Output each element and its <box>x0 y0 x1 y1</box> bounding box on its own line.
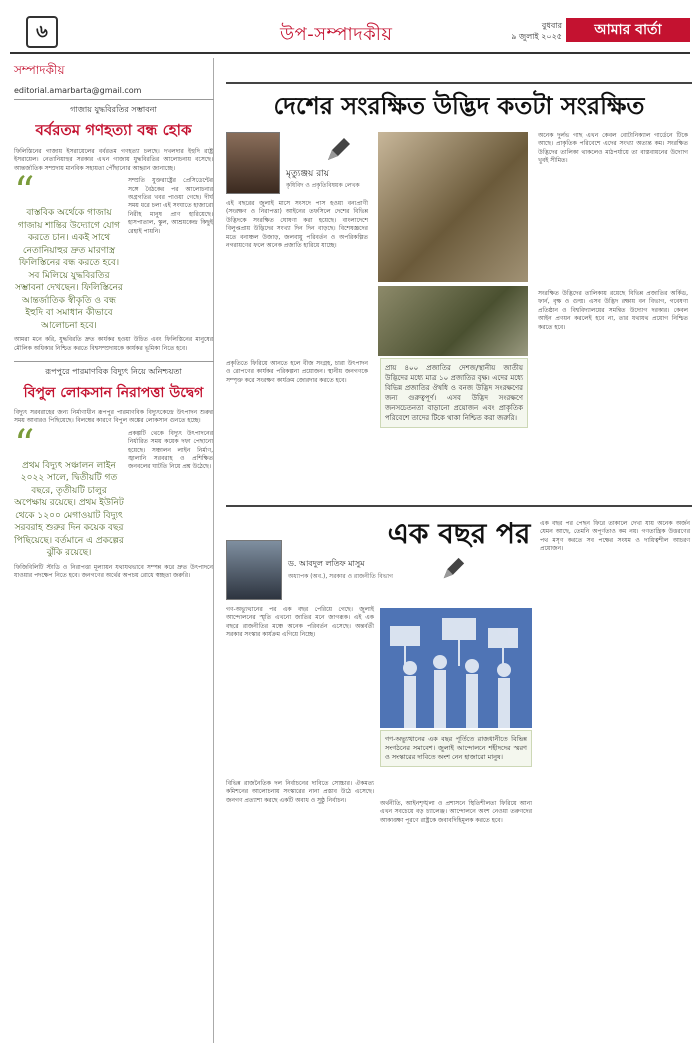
article2-col2: বিভিন্ন রাজনৈতিক দল নির্বাচনের দাবিতে সোচ্চার। ঐকমত্য কমিশনের আলোচনায় সংস্কারের নানা প্রস্তাব উঠে এসেছে। জনগণ প্রত্যাশা করছে একটি অবাধ ও সুষ্ঠু নির্বাচন। <box>226 780 374 804</box>
article1-top-rule <box>226 82 692 84</box>
editorial-column <box>14 58 214 1043</box>
article1-col3: প্রকৃতিতে ফিরিয়ে আনতে হলে বীজ সংগ্রহ, চারা উৎপাদন ও রোপণের কার্যকর পরিকল্পনা প্রয়োজন। স্থানীয় জনগণকে সম্পৃক্ত করে সংরক্ষণ কার্যক্রম জোরদার করতে হবে। <box>226 360 368 384</box>
section-title: উপ-সম্পাদকীয় <box>280 24 393 45</box>
pen-icon <box>324 136 352 164</box>
date: ৯ জুলাই ২০২৫ <box>511 32 562 41</box>
editorial2-side-text: প্রকল্পটি থেকে বিদ্যুৎ উৎপাদনের নির্ধারিত সময় কয়েক দফা পেছানো হয়েছে। সঞ্চালন লাইন নির্মাণ, জ্বালানি সরবরাহ ও প্রশিক্ষিত জনবলের ঘাটতি নিয়ে প্রশ্ন উঠেছে। <box>128 429 213 471</box>
article1-photo-2 <box>378 286 528 356</box>
editorial1-quote-block <box>14 169 213 332</box>
protest-silhouette-icon <box>380 608 532 728</box>
editorial1-pullquote: বাস্তবিক অর্থেকে গাজায় গাজায় শান্তির উদ্যোগে যোগ করতে চান। একই সাথে নেতানিয়াহুর দ্রুত মারণাস্ত্র ফিলিস্তিনের বন্ধ করতে হবে। সব মিলিয়ে যুদ্ধবিরতির সম্ভাবনা দেখছেন। ফিলিস্তিনের আন্তর্জাতিক স্বীকৃতি ও বন্ধ ইহুদি বা সমাধান কীভাবে আলোচনা হবে। <box>15 208 123 331</box>
quote-icon: “ <box>14 421 35 468</box>
divider <box>14 99 214 100</box>
quote-icon: “ <box>14 169 35 216</box>
article2-col1: গণ-অভ্যুত্থানের পর এক বছর পেরিয়ে গেছে। জুলাই আন্দোলনের স্মৃতি এখনো জাতির মনে জাগরূক। এই এক বছরে রাজনীতির মঞ্চে অনেক পরিবর্তন এসেছে। অন্তর্বর্তী সরকার সংস্কার কার্যক্রম এগিয়ে নিচ্ছে। <box>226 606 374 639</box>
editorial2-pullquote: প্রথম বিদ্যুৎ সঞ্চালন লাইন ২০২২ সালে, দ্বিতীয়টি গত বছরে, তৃতীয়টি চালুর অপেক্ষায় রয়েছে। প্রথম ইউনিট থেকে ১২০০ মেগাওয়াট বিদ্যুৎ সরবরাহ শুরুর দিন কয়েক বছর পিছিয়েছে। বর্তমানে এ প্রকল্পের ঝুঁকি রয়েছে। <box>14 460 124 559</box>
author-photo <box>226 540 282 600</box>
editorial2-quote-block <box>14 421 213 560</box>
editorial1-body: ফিলিস্তিনের গাজায় ইসরায়েলের বর্বরতম গণহত্যা চলছে। দখলদার ইহুদি রাষ্ট্র ইসরায়েল। নেতানিয়াহুর সরকার এখন গাজায় যুদ্ধবিরতির আলোচনায় বসেছে। আন্তর্জাতিক সম্প্রদায় মানবিক সহায়তা পৌঁছানোর আহ্বান জানাচ্ছে। <box>14 148 213 172</box>
protest-illustration <box>380 608 532 728</box>
article1-photo-1 <box>378 132 528 282</box>
divider <box>14 361 214 362</box>
editorial-tag: সম্পাদকীয় <box>14 63 65 77</box>
brand-logo: আমার বার্তা <box>566 18 690 42</box>
protest-caption: গণ-অভ্যুত্থানের এক বছর পূর্তিতে রাজধানীতে বিভিন্ন সংগঠনের সমাবেশ। জুলাই আন্দোলনে শহীদদের স্মরণ ও সংস্কারের দাবিতে অংশ নেন হাজারো মানুষ। <box>380 730 532 767</box>
article1-headline: দেশের সংরক্ষিত উদ্ভিদ কতটা সংরক্ষিত <box>273 92 645 120</box>
pen-icon <box>440 556 466 582</box>
editorial2-closing: ফিজিবিলিটি স্টাডি ও নিরাপত্তা মূল্যায়ন যথাযথভাবে সম্পন্ন করে দ্রুত উৎপাদনে যাওয়ার পদক্ষেপ নিতে হবে। জনগণের অর্থের অপচয় রোধে স্বচ্ছতা জরুরি। <box>14 563 213 580</box>
article1-caption: প্রায় ৪০০ প্রজাতির দেশজ/স্থানীয় জাতীয় উদ্ভিদের মধ্যে মাত্র ১০ প্রজাতির বৃক্ষ। এদের মধ্যে বিভিন্ন প্রজাতির ঔষধি ও বনজ উদ্ভিদ সংরক্ষণের জন্য গুরুত্বপূর্ণ। এসব উদ্ভিদ সংরক্ষণে জনসচেতনতা বাড়ানো প্রয়োজন এবং প্রাকৃতিক পরিবেশে তাদের টিকে থাকা নিশ্চিত করা জরুরি। <box>380 358 528 428</box>
article1-col1: এই বছরের জুলাই মাসে সংসদে পাস হওয়া বন্যপ্রাণী (সংরক্ষণ ও নিরাপত্তা) আইনের তফসিলে দেশের বিভিন্ন উদ্ভিদকে সংরক্ষিত ঘোষণা করা হয়েছে। বাংলাদেশে বিলুপ্তপ্রায় উদ্ভিদের সংখ্যা দিন দিন বাড়ছে। বিশেষজ্ঞদের মতে বনাঞ্চল উজাড়, জলবায়ু পরিবর্তন ও অপরিকল্পিত নগরায়ণের ফলে অনেক প্রজাতি হারিয়ে যাচ্ছে। <box>226 200 368 250</box>
editorial-email[interactable]: editorial.amarbarta@gmail.com <box>14 86 142 95</box>
editorial2-headline: বিপুল লোকসান নিরাপত্তা উদ্বেগ <box>23 385 204 402</box>
editorial1-closing: আমরা মনে করি, যুদ্ধবিরতি দ্রুত কার্যকর হওয়া উচিত এবং ফিলিস্তিনের মানুষের মৌলিক অধিকার নিশ্চিত করতে বিশ্বসম্প্রদায়কে কার্যকর ভূমিকা নিতে হবে। <box>14 336 213 352</box>
article2-col4: এক বছর পর পেছন ফিরে তাকালে দেখা যায় অনেক অর্জন যেমন আছে, তেমনি অপূর্ণতাও কম নয়। গণতান্ত্রিক উত্তরণের পথ মসৃণ করতে সব পক্ষের সংযম ও দায়িত্বশীল আচরণ প্রয়োজন। <box>540 520 690 553</box>
editorial2-body: বিদ্যুৎ সরবরাহের জন্য নির্মাণাধীন রূপপুর পারমাণবিক বিদ্যুৎকেন্দ্রে উৎপাদন শুরুর সময় আবারও পিছিয়েছে। বিলম্বের কারণে বিপুল অঙ্কের লোকসান গুনতে হচ্ছে। <box>14 409 213 425</box>
author-name-text: ড. আবদুল লতিফ মাসুম <box>288 559 365 568</box>
article1-byline <box>226 132 360 194</box>
article2-headline: এক বছর পর <box>387 517 531 550</box>
author-role: কৃষিবিদ ও প্রকৃতিবিষয়ক লেখক <box>286 182 360 189</box>
weekday: বুধবার <box>541 21 562 30</box>
author-role: অধ্যাপক (অব.), সরকার ও রাজনীতি বিভাগ <box>288 573 393 580</box>
date-line <box>511 20 562 42</box>
author-photo <box>226 132 280 194</box>
article2-byline <box>226 530 476 600</box>
article1-col4: সংরক্ষিত উদ্ভিদের তালিকায় রয়েছে বিভিন্ন প্রজাতির অর্কিড, ফার্ন, বৃক্ষ ও গুল্ম। এসব উদ্ভিদ রক্ষায় বন বিভাগ, গবেষণা প্রতিষ্ঠান ও বিশ্ববিদ্যালয়ের সমন্বিত উদ্যোগ দরকার। কেবল আইন প্রণয়ন করলেই হবে না, তার যথাযথ প্রয়োগ নিশ্চিত করতে হবে। <box>538 290 688 331</box>
editorial1-side-text: সম্প্রতি যুক্তরাষ্ট্রের প্রেসিডেন্টের সঙ্গে বৈঠকের পর আলোচনার অগ্রগতির খবর পাওয়া গেছে। দীর্ঘ সময় ধরে চলা এই সংঘাতে হাজারো নিরীহ মানুষ প্রাণ হারিয়েছে। হাসপাতাল, স্কুল, আশ্রয়কেন্দ্র কিছুই রেহাই পায়নি। <box>128 177 213 235</box>
editorial2-kicker: রূপপুরে পারমাণবিক বিদ্যুৎ নিয়ে অনিশ্চয়তা <box>45 367 182 377</box>
author-name: মৃত্যুঞ্জয় রায় <box>286 169 330 179</box>
header-rule <box>10 52 690 54</box>
article2-top-rule <box>226 505 692 507</box>
editorial1-headline: বর্বরতম গণহত্যা বন্ধ হোক <box>35 121 192 139</box>
article2-col3: অর্থনীতি, আইনশৃঙ্খলা ও প্রশাসনে স্থিতিশীলতা ফিরিয়ে আনা এখন সবচেয়ে বড় চ্যালেঞ্জ। আন্দোলনে অংশ নেওয়া তরুণদের আকাঙ্ক্ষা পূরণে রাষ্ট্রকে জবাবদিহিমূলক করতে হবে। <box>380 800 532 824</box>
page-number: ৬ <box>26 16 58 48</box>
article1-col2: অনেক দুর্লভ গাছ এখন কেবল বোটানিক্যাল গার্ডেনে টিকে আছে। প্রাকৃতিক পরিবেশে এদের সংখ্যা অত্যন্ত কম। সংরক্ষিত উদ্ভিদের তালিকা থাকলেও মাঠপর্যায়ে তা বাস্তবায়নের উদ্যোগ খুবই সীমিত। <box>538 132 688 165</box>
editorial1-kicker: গাজায় যুদ্ধবিরতির সম্ভাবনা <box>70 105 157 114</box>
